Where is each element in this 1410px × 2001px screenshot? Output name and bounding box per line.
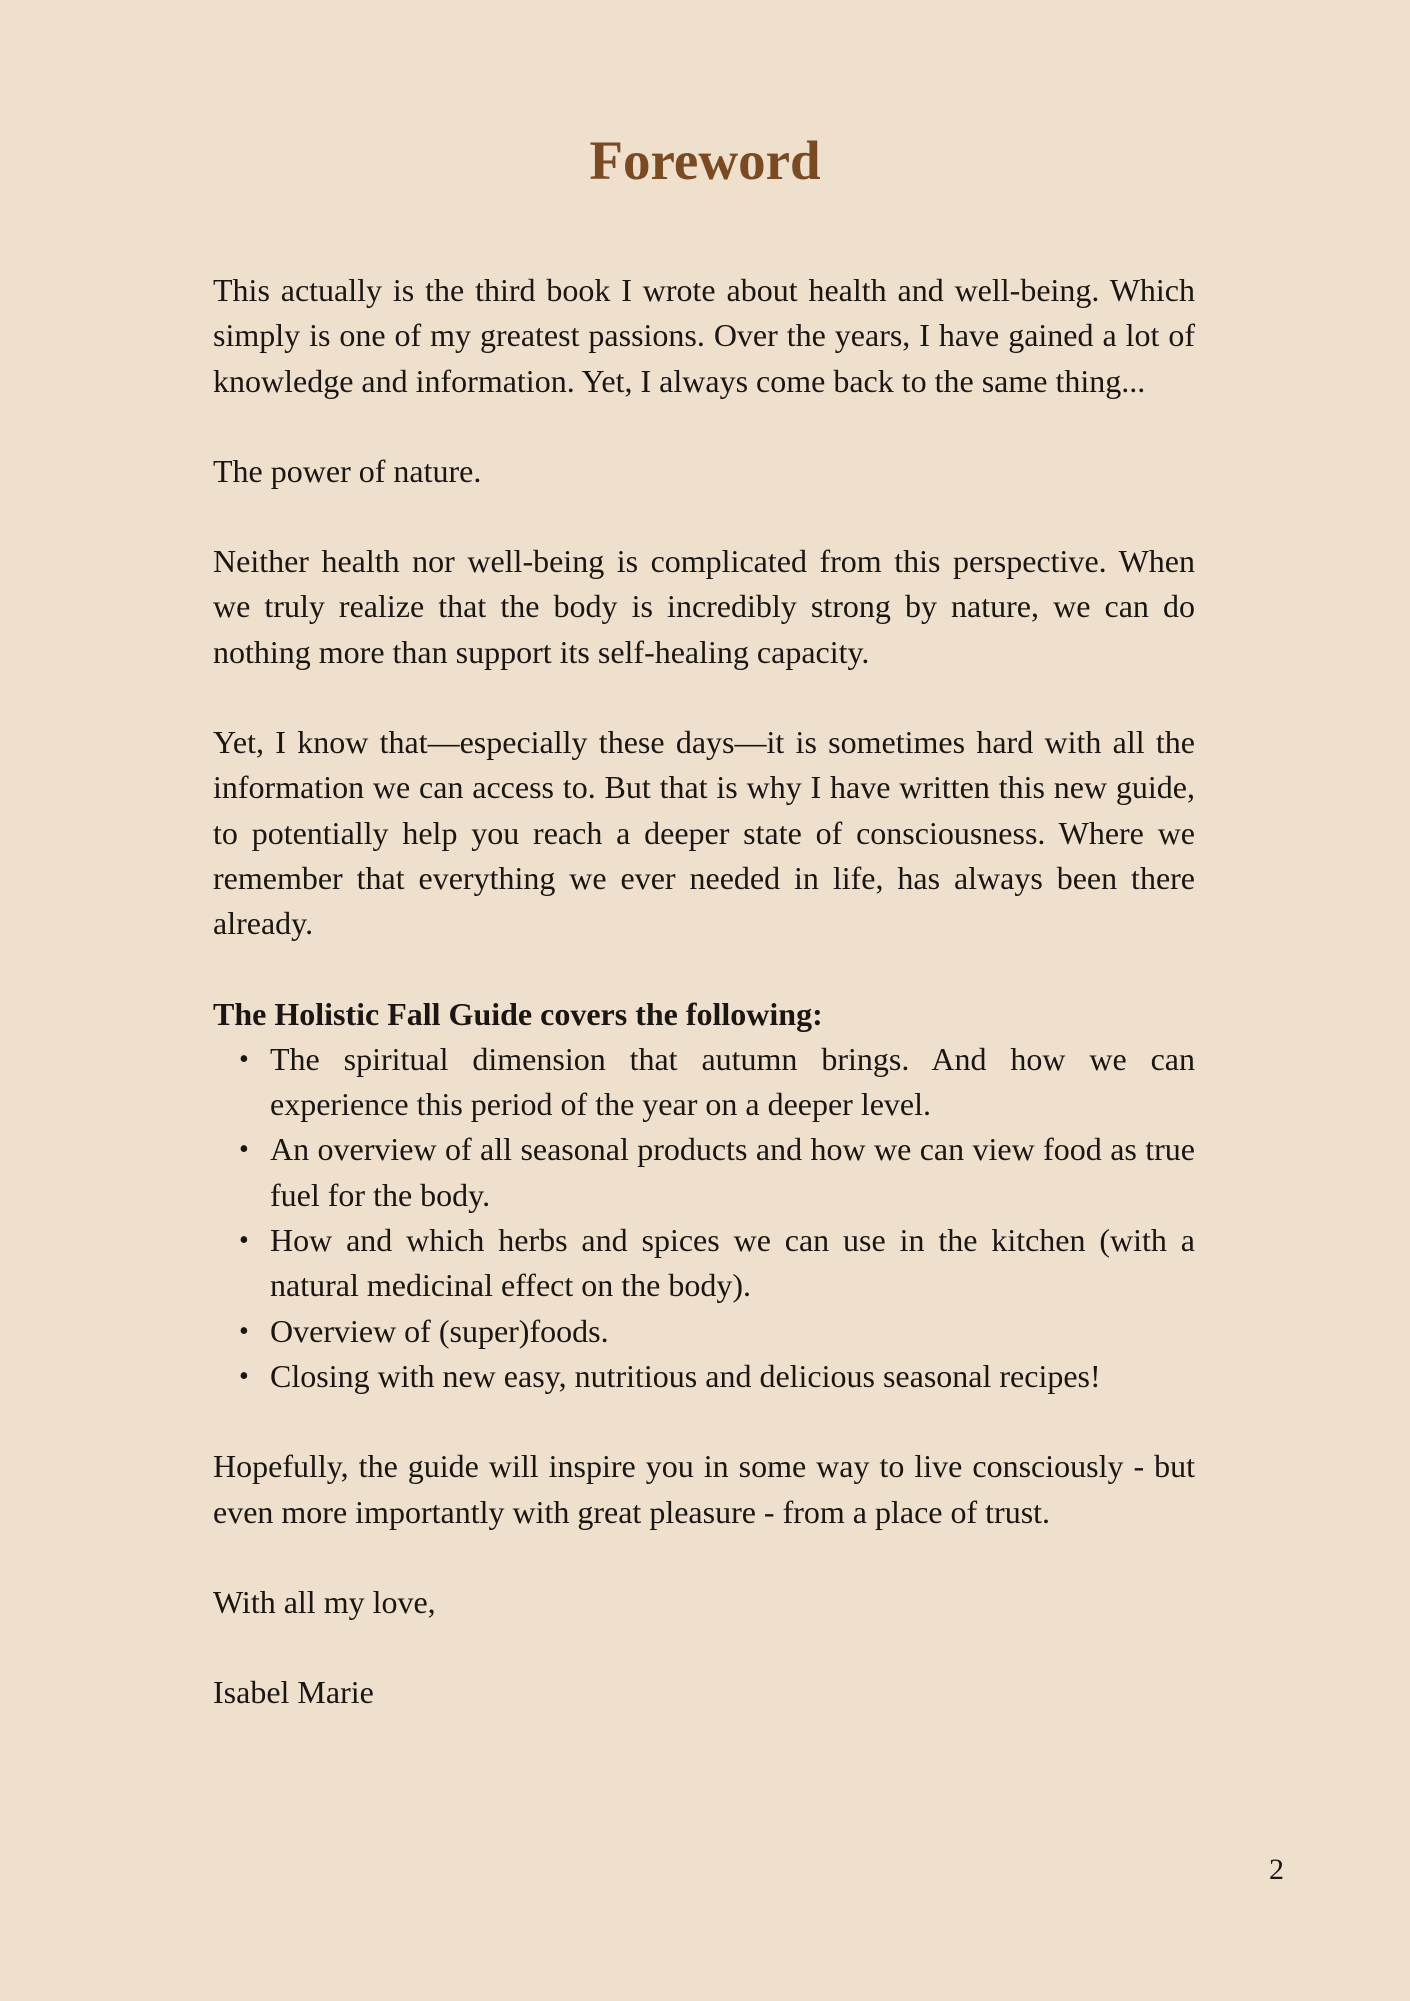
paragraph-guide-purpose: Yet, I know that—especially these days—it is sometimes hard with all the information we can access to. But that is why I have written this new guide, to potentially help you reach a deeper state of consciousness. Where we remember that everything we ever needed in life, has always been there already.	[213, 724, 1195, 942]
list-heading: The Holistic Fall Guide covers the following:	[213, 995, 823, 1032]
bullet-icon: •	[239, 1315, 249, 1347]
page-number: 2	[1269, 1853, 1284, 1886]
list-item	[213, 1309, 1195, 1354]
bullet-icon: •	[239, 1134, 249, 1166]
paragraph-power-of-nature: The power of nature.	[213, 452, 482, 489]
author-signature: Isabel Marie	[213, 1674, 374, 1711]
list-item	[213, 1037, 1195, 1128]
list-item	[213, 1218, 1195, 1309]
bullet-icon: •	[239, 1225, 249, 1257]
list-item	[213, 1127, 1195, 1218]
page-title: Foreword	[589, 130, 821, 191]
list-item-text: How and which herbs and spices we can use in the kitchen (with a natural medicinal effect on the body).	[270, 1222, 1195, 1304]
paragraph-perspective: Neither health nor well-being is complicated from this perspective. When we truly realize that the body is incredibly strong by nature, we can do nothing more than support its self-healing capacity.	[213, 543, 1195, 670]
closing-line: With all my love,	[213, 1583, 436, 1620]
bullet-icon: •	[239, 1360, 249, 1392]
list-item-text: Closing with new easy, nutritious and delicious seasonal recipes!	[270, 1357, 1101, 1394]
foreword-body	[213, 268, 1195, 1715]
list-item-text: The spiritual dimension that autumn brings. And how we can experience this period of the year on a deeper level.	[270, 1040, 1195, 1123]
topics-list	[213, 1037, 1195, 1399]
paragraph-hope: Hopefully, the guide will inspire you in some way to live consciously - but even more importantly with great pleasure - from a place of trust.	[213, 1448, 1195, 1530]
list-item-text: An overview of all seasonal products and how we can view food as true fuel for the body.	[270, 1131, 1195, 1213]
paragraph-intro: This actually is the third book I wrote about health and well-being. Which simply is one of my greatest passions. Over the years, I have gained a lot of knowledge and information. Yet, I always come back to the same thing...	[213, 272, 1195, 399]
bullet-icon: •	[239, 1043, 249, 1075]
list-item	[213, 1354, 1195, 1399]
list-item-text: Overview of (super)foods.	[270, 1312, 609, 1349]
